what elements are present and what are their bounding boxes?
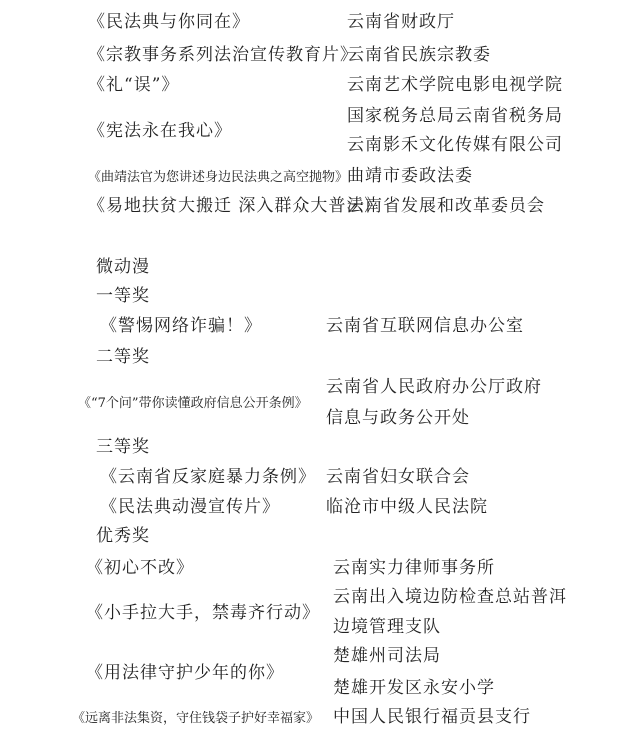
prize-label: 一等奖 (96, 286, 150, 306)
entry-org: 曲靖市委政法委 (347, 166, 473, 186)
entry-org: 云南艺术学院电影电视学院 (347, 75, 563, 95)
entry-title: 《初心不改》 (86, 558, 194, 578)
entry-title: 《礼“误”》 (88, 75, 180, 95)
entry-org: 云南省民族宗教委 (347, 45, 491, 65)
entry-org: 楚雄州司法局 (333, 646, 441, 666)
entry-org: 云南省妇女联合会 (326, 467, 470, 487)
prize-label: 二等奖 (96, 347, 150, 367)
entry-org: 云南省财政厅 (347, 12, 455, 32)
prize-label: 优秀奖 (96, 526, 150, 546)
entry-title: 《宪法永在我心》 (88, 121, 232, 141)
entry-title: 《宗教事务系列法治宣传教育片》 (88, 45, 358, 65)
entry-org: 云南影禾文化传媒有限公司 (347, 135, 563, 155)
entry-org: 云南出入境边防检查总站普洱 (333, 587, 567, 607)
entry-title: 《“7个问”带你读懂政府信息公开条例》 (78, 396, 308, 411)
entry-org: 云南实力律师事务所 (333, 558, 495, 578)
entry-org: 信息与政务公开处 (326, 408, 470, 428)
entry-org: 临沧市中级人民法院 (326, 497, 488, 517)
entry-org: 国家税务总局云南省税务局 (347, 106, 563, 126)
entry-title: 《易地扶贫大搬迁 深入群众大普法》 (88, 196, 383, 216)
entry-title: 《云南省反家庭暴力条例》 (100, 467, 316, 487)
entry-org: 云南省发展和改革委员会 (347, 196, 545, 216)
section-heading: 微动漫 (96, 257, 150, 277)
entry-title: 《民法典动漫宣传片》 (100, 497, 280, 517)
entry-org: 边境管理支队 (333, 617, 441, 637)
entry-org: 楚雄开发区永安小学 (333, 678, 495, 698)
entry-title: 《民法典与你同在》 (88, 12, 250, 32)
entry-title: 《用法律守护少年的你》 (86, 663, 284, 683)
entry-org: 云南省互联网信息办公室 (326, 316, 524, 336)
entry-org: 云南省人民政府办公厅政府 (326, 377, 542, 397)
entry-title: 《曲靖法官为您讲述身边民法典之高空抛物》 (88, 170, 349, 185)
entry-org: 中国人民银行福贡县支行 (333, 707, 531, 727)
prize-label: 三等奖 (96, 437, 150, 457)
entry-title: 《小手拉大手，禁毒齐行动》 (86, 603, 320, 623)
entry-title: 《警惕网络诈骗！》 (100, 316, 262, 336)
entry-title: 《远离非法集资，守住钱袋子护好幸福家》 (72, 711, 320, 726)
